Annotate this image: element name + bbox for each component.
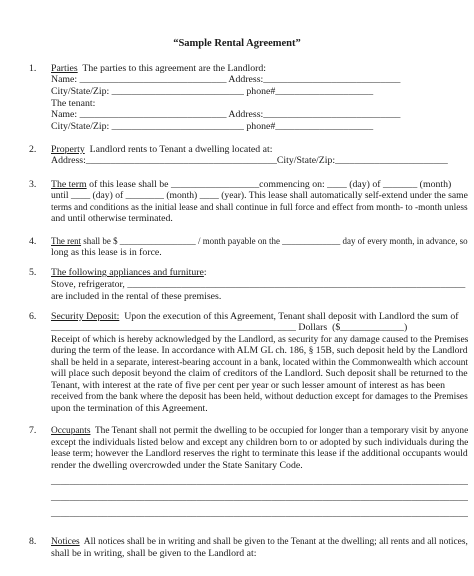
- occupants-blank-line-1: _________________________________________________________________________________________: [51, 476, 468, 487]
- section-4-heading: The rent: [51, 236, 82, 247]
- deposit-line-8: received from the bank where the deposit has been held, without deduction except for damages to the Premises: [51, 391, 468, 402]
- section-3-number: 3.: [29, 179, 37, 190]
- deposit-line-6: will place such deposit beyond the claim of creditors of the Landlord. Such deposit shall be returned to the: [51, 368, 468, 379]
- occupants-blank-line-3: _________________________________________________________________________________________: [51, 508, 468, 519]
- section-1-heading: Parties: [51, 63, 78, 74]
- rent-line-2: long as this lease is in force.: [51, 247, 162, 258]
- occupants-line-4: render the dwelling overcrowded under the State Sanitary Code.: [51, 460, 303, 471]
- occupants-line-2: except the individuals listed below and except any children born to or adopted by such individuals during the: [51, 437, 469, 448]
- tenant-label: The tenant:: [51, 98, 96, 109]
- landlord-city-phone-line: City/State/Zip: ___________________________ phone#____________________: [51, 86, 374, 97]
- section-2-line: Landlord rents to Tenant a dwelling located at:: [84, 144, 273, 155]
- section-8-line: All notices shall be in writing and shall be given to the Tenant at the dwelling; all rents and all notices,: [79, 536, 468, 547]
- section-6-line: Upon the execution of this Agreement, Tenant shall deposit with Landlord the sum of: [119, 311, 459, 322]
- section-5-heading: The following appliances and furniture: [51, 267, 204, 278]
- deposit-line-3: Receipt of which is hereby acknowledged by the Landlord, as security for any damage caused to the Premises: [51, 334, 469, 345]
- section-3-line: of this lease shall be __________________commencing on: ____ (day) of _______ (month): [86, 179, 452, 190]
- section-3-intro: [51, 179, 451, 191]
- deposit-amount-line: __________________________________________________ Dollars ($_____________): [51, 322, 408, 333]
- section-4-line: shall be $ _________________ / month payable on the _____________ day of every month, in advance, so: [81, 236, 468, 247]
- section-7-number: 7.: [29, 425, 37, 436]
- deposit-line-4: during the term of the lease. In accordance with ALM GL ch. 186, § 15B, such deposit held by the Landlord: [51, 345, 468, 356]
- section-1-number: 1.: [29, 63, 37, 74]
- term-line-3: terms and conditions as the initial lease and shall continue in full force and effect from month- to -month unless: [51, 202, 468, 213]
- landlord-name-address-line: Name: ______________________________ Address:____________________________: [51, 74, 401, 85]
- deposit-line-9: upon the termination of this Agreement.: [51, 403, 208, 414]
- section-5-line: :: [203, 267, 207, 278]
- deposit-line-7: Tenant, with interest at the rate of five per cent per year or such lesser amount of interest as has been: [51, 380, 446, 391]
- deposit-line-5: shall be held in a separate, interest-bearing account in a bank, located within the Commonwealth which account: [51, 357, 469, 368]
- appliances-included-line: are included in the rental of these premises.: [51, 291, 222, 302]
- document-title: “Sample Rental Agreement”: [173, 38, 301, 49]
- section-8-heading: Notices: [51, 536, 80, 547]
- section-7-intro: [51, 425, 468, 437]
- section-6-heading: Security Deposit:: [51, 311, 120, 322]
- section-6-number: 6.: [29, 311, 37, 322]
- section-1-line: The parties to this agreement are the Landlord:: [77, 63, 267, 74]
- term-line-4: and until otherwise terminated.: [51, 213, 173, 224]
- occupants-blank-line-2: _________________________________________________________________________________________: [51, 492, 468, 503]
- term-line-2: until ____ (day) of ________ (month) ____ (year). This lease shall automatically self-extend under the same: [51, 190, 468, 201]
- section-2-intro: [51, 144, 272, 156]
- occupants-line-3: lease term; however the Landlord reserves the right to terminate this lease if the additional occupants would: [51, 448, 468, 459]
- section-6-intro: [51, 311, 459, 323]
- tenant-city-phone-line: City/State/Zip: ___________________________ phone#____________________: [51, 121, 374, 132]
- section-8-intro: [51, 536, 468, 548]
- section-7-heading: Occupants: [51, 425, 91, 436]
- section-4-intro: [51, 236, 468, 248]
- tenant-name-address-line: Name: ______________________________ Address:____________________________: [51, 109, 401, 120]
- section-3-heading: The term: [51, 179, 87, 190]
- section-8-number: 8.: [29, 536, 37, 547]
- property-address-line: Address:_______________________________________City/State/Zip:_______________________: [51, 155, 448, 166]
- section-4-number: 4.: [29, 236, 37, 247]
- section-5-intro: [51, 267, 207, 279]
- section-2-heading: Property: [51, 144, 85, 155]
- section-7-line: The Tenant shall not permit the dwelling to be occupied for longer than a temporary visit by anyone: [90, 425, 469, 436]
- section-1-intro: [51, 63, 266, 75]
- appliances-line: Stove, refrigerator, _____________________________________________________________________: [51, 279, 466, 290]
- section-2-number: 2.: [29, 144, 37, 155]
- section-5-number: 5.: [29, 267, 37, 278]
- notices-line-2: shall be in writing, shall be given to the Landlord at:: [51, 548, 257, 559]
